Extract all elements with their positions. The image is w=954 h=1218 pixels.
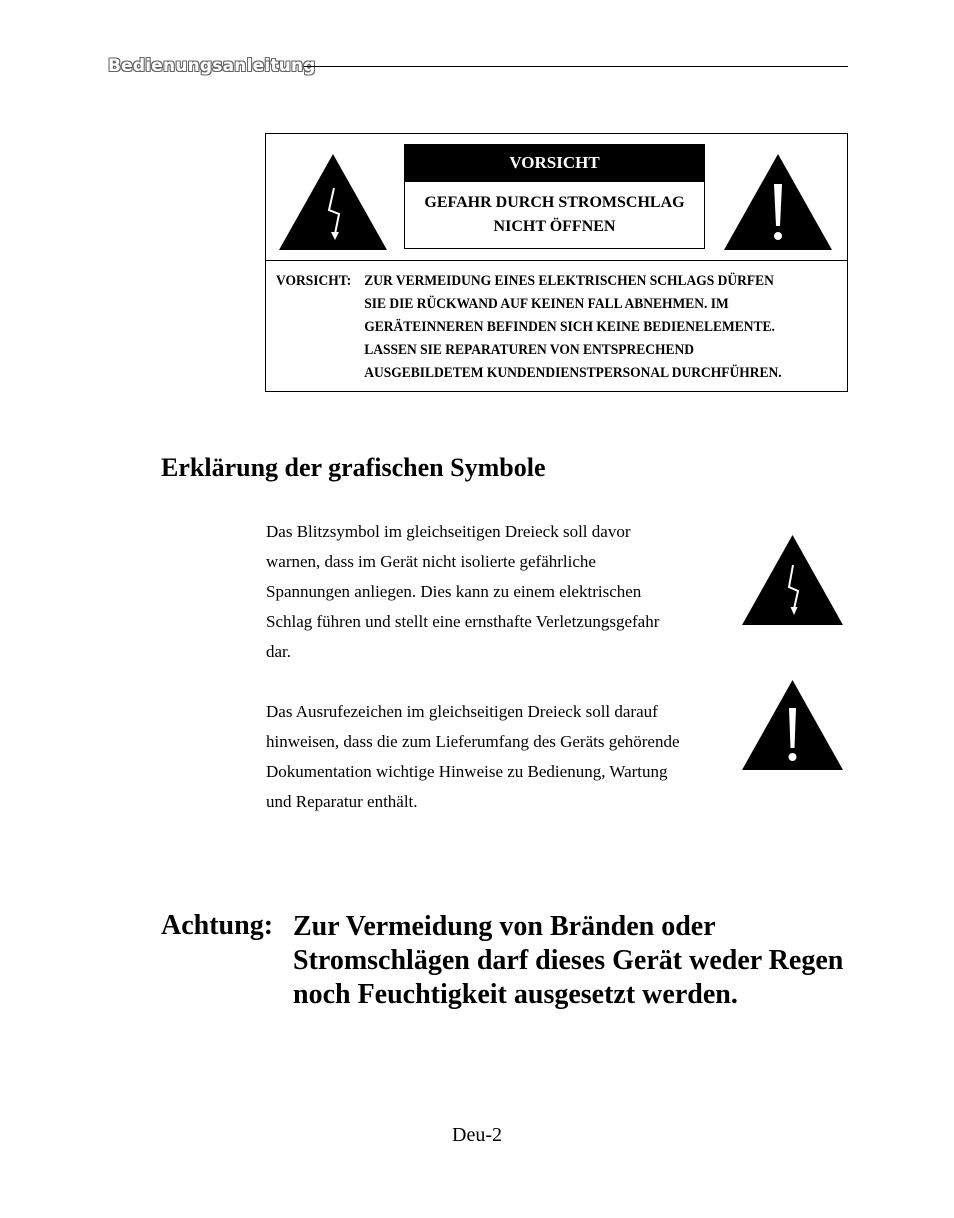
caution-label-heading: VORSICHT xyxy=(405,145,704,182)
paragraph-line: Spannungen anliegen. Dies kann zu einem elektrischen xyxy=(266,582,642,601)
paragraph-line: hinweisen, dass die zum Lieferumfang des Geräts gehörende xyxy=(266,732,680,751)
paragraph-line: Das Blitzsymbol im gleichseitigen Dreieck soll davor xyxy=(266,522,631,541)
section-heading: Erklärung der grafischen Symbole xyxy=(161,453,546,482)
warning-divider xyxy=(266,260,847,261)
paragraph-line: dar. xyxy=(266,642,292,661)
exclamation-triangle-icon xyxy=(742,680,843,770)
paragraph-line: warnen, dass im Gerät nicht isolierte gefährliche xyxy=(266,552,596,571)
achtung-line: Stromschlägen darf dieses Gerät weder Regen xyxy=(293,945,844,976)
paragraph-line: Schlag führen und stellt eine ernsthafte Verletzungsgefahr xyxy=(266,612,660,631)
paragraph-line: Das Ausrufezeichen im gleichseitigen Dreieck soll darauf xyxy=(266,702,658,721)
warning-text xyxy=(276,270,785,385)
document-title: Bedienungsanleitung xyxy=(108,56,316,76)
warning-line: ZUR VERMEIDUNG EINES ELEKTRISCHEN SCHLAGS DÜRFEN xyxy=(364,273,774,289)
warning-line: AUSGEBILDETEM KUNDENDIENSTPERSONAL DURCHFÜHREN. xyxy=(364,365,782,381)
warning-line: GERÄTEINNEREN BEFINDEN SICH KEINE BEDIENELEMENTE. xyxy=(364,319,775,335)
achtung-line: Zur Vermeidung von Bränden oder xyxy=(293,911,716,942)
warning-lines xyxy=(364,270,785,385)
caution-label-body xyxy=(405,191,704,239)
caution-label xyxy=(404,144,705,249)
lightning-triangle-icon xyxy=(279,154,387,250)
caution-label-line: NICHT ÖFFNEN xyxy=(493,218,616,235)
exclamation-paragraph xyxy=(266,697,736,817)
header-rule xyxy=(304,66,848,67)
caution-label-line: GEFAHR DURCH STROMSCHLAG xyxy=(424,194,685,211)
lightning-paragraph xyxy=(266,517,736,667)
page-number: Deu-2 xyxy=(452,1124,502,1146)
warning-line: SIE DIE RÜCKWAND AUF KEINEN FALL ABNEHMEN. IM xyxy=(364,296,729,312)
warning-line: LASSEN SIE REPARATUREN VON ENTSPRECHEND xyxy=(364,342,695,358)
exclamation-triangle-icon xyxy=(724,154,832,250)
warning-box xyxy=(265,133,848,392)
paragraph-line: Dokumentation wichtige Hinweise zu Bedienung, Wartung xyxy=(266,762,668,781)
paragraph-line: und Reparatur enthält. xyxy=(266,792,418,811)
achtung-label: Achtung: xyxy=(161,910,274,941)
warning-prefix: VORSICHT: xyxy=(276,273,352,289)
achtung-line: noch Feuchtigkeit ausgesetzt werden. xyxy=(293,979,738,1010)
achtung-text xyxy=(293,910,853,1012)
lightning-triangle-icon xyxy=(742,535,843,625)
